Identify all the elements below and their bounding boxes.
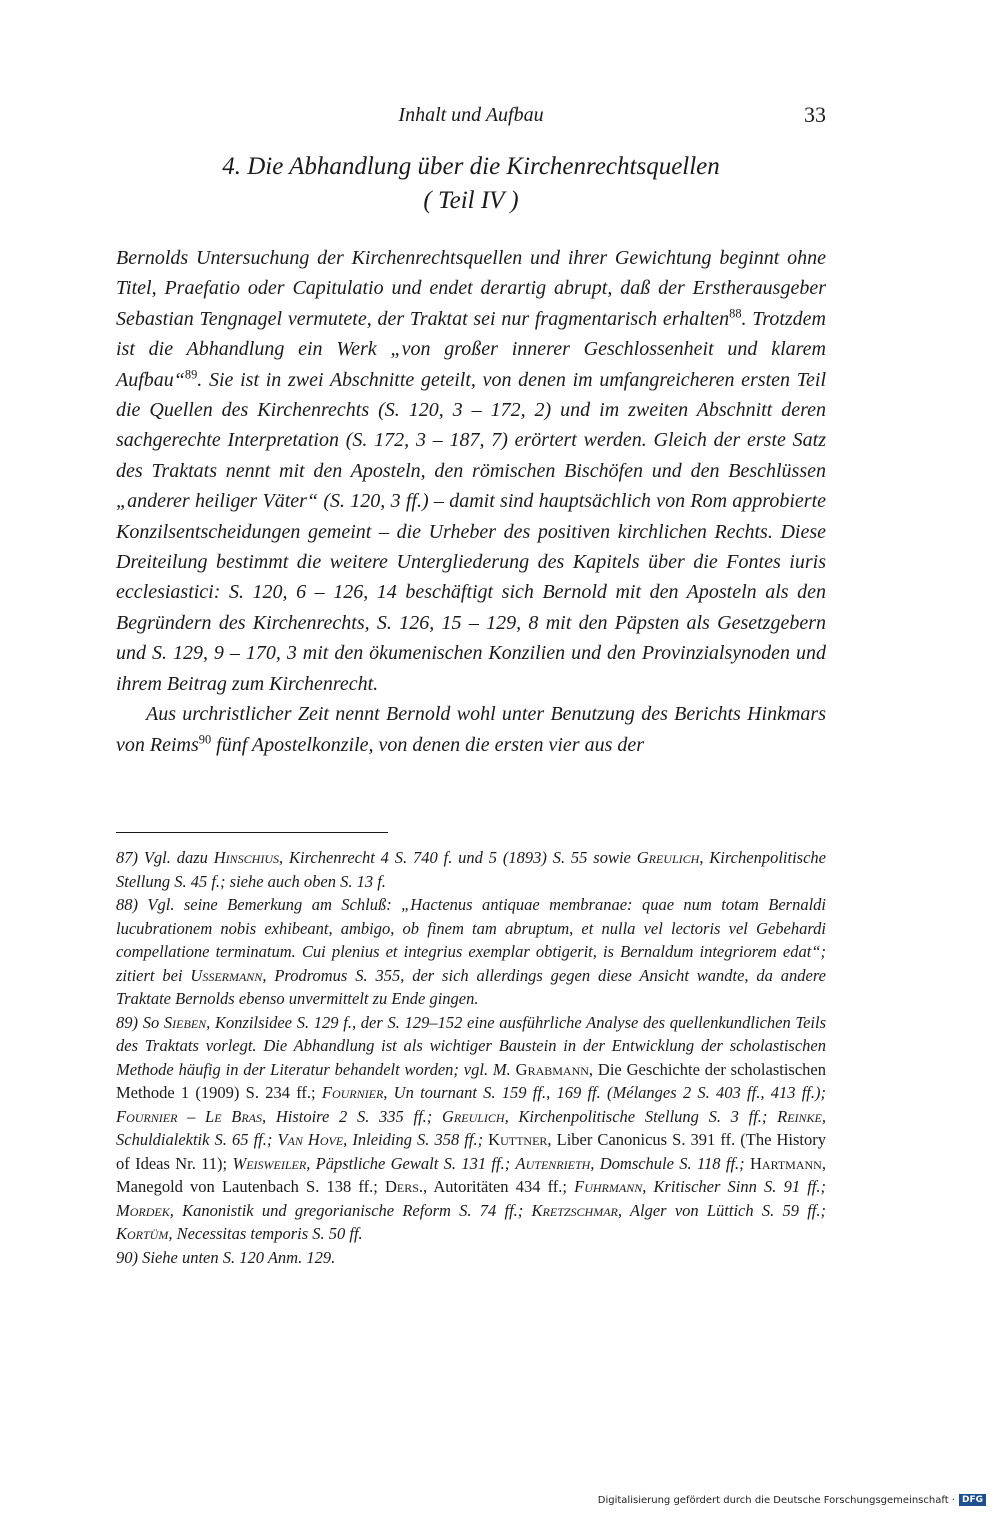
fn89-author-sieben: Sieben [163, 1012, 207, 1032]
section-title-line-1: 4. Die Abhandlung über die Kirchenrechtsquellen [222, 153, 720, 180]
fn89-author-fuhrmann: Fuhrmann [574, 1177, 643, 1196]
fn89-author-fournier-le-bras: Fournier – Le Bras [116, 1106, 263, 1126]
fn88-a: 88) Vgl. seine Bemerkung am Schluß: „Hactenus antiquae membranae: quae num totam Bernaldi lucubrationem nobis exhibeant, ambigo, ob finem tam abruptum, et nulla vel lectoris vel Gebehardi compellatione terminatum. Cui plenius et integrius exemplar obtigerit, is Bernaldum integriorem edat“; zitiert bei [116, 895, 826, 985]
digitization-credit [598, 1494, 986, 1506]
paragraph-2-text-a: Aus urchristlicher Zeit nennt Bernold wohl unter Benutzung des Berichts Hinkmars von Reims [116, 703, 826, 756]
footnotes [116, 846, 826, 1269]
paragraph-1 [116, 243, 826, 699]
fn89-s: , Päpstliche Gewalt S. 131 ff.; [306, 1153, 516, 1173]
fn89-author-autenrieth: Autenrieth [515, 1153, 591, 1173]
section-title-line-2: ( Teil IV ) [423, 187, 519, 214]
credit-text: Digitalisierung gefördert durch die Deutsche Forschungsgemeinschaft · [597, 1494, 955, 1506]
fn89-k: , Kirchenpolitische Stellung S. 3 ff.; [504, 1106, 778, 1126]
fn90-text: 90) Siehe unten S. 120 Anm. 129. [116, 1247, 336, 1267]
fn88-author-ussermann: Ussermann [190, 965, 263, 985]
footnote-separator [116, 832, 388, 833]
fn89-m: , Schuldialektik S. 65 ff.; [116, 1106, 826, 1149]
fn89-author-kuttner: Kuttner [488, 1130, 548, 1149]
fn89-ae: , Alger von Lüttich S. 59 ff.; [617, 1200, 826, 1220]
fn89-w: , Manegold von Lautenbach S. 138 ff.; [116, 1153, 826, 1196]
fn89-aa: , Kritischer Sinn S. 91 ff.; [642, 1177, 827, 1196]
fn89-author-ders: Ders. [384, 1177, 424, 1196]
fn89-author-kretzschmar: Kretzschmar [531, 1200, 618, 1220]
fn89-author-mordek: Mordek [116, 1200, 170, 1220]
footnote-ref-88[interactable]: 88 [729, 306, 742, 321]
fn89-u: , Domschule S. 118 ff.; [590, 1153, 750, 1173]
footnote-89 [116, 1011, 826, 1246]
footnote-ref-89[interactable]: 89 [184, 366, 198, 381]
fn89-e: , Die Geschichte der scholastischen Methode 1 (1909) S. 234 ff.; [116, 1059, 826, 1102]
paragraph-2 [116, 699, 826, 760]
running-title: Inhalt und Aufbau [398, 104, 544, 126]
fn87-c: , Kirchenrecht 4 S. 740 f. und 5 (1893) S. 55 sowie [279, 848, 637, 867]
fn87-author-greulich: Greulich [636, 848, 700, 867]
fn89-ac: , Kanonistik und gregorianische Reform S. 74 ff.; [169, 1200, 532, 1220]
fn89-o: , Inleiding S. 358 ff.; [343, 1130, 489, 1149]
fn87-e: , Kirchenpolitische Stellung S. 45 f.; siehe auch oben S. 13 f. [116, 848, 826, 891]
fn87-author-hinschius: Hinschius [213, 848, 280, 867]
paragraph-1-text-c: . Sie ist in zwei Abschnitte geteilt, von denen im umfangreicheren ersten Teil die Quellen des Kirchenrechts (S. 120, 3 – 172, 2) und im zweiten Abschnitt deren sachgerechte Interpretation (S. 172, 3 – 187, 7) erörtert werden. Gleich der erste Satz des Traktats nennt mit den Aposteln, den römischen Bischöfen und den Beschlüssen „anderer heiliger Väter“ (S. 120, 3 ff.) – damit sind hauptsächlich von Rom approbierte Konzilsentscheidungen gemeint – die Urheber des positiven kirchlichen Rechts. Diese Dreiteilung bestimmt die weitere Untergliederung des Kapitels über die Fontes iuris ecclesiastici: S. 120, 6 – 126, 14 beschäftigt sich Bernold mit den Aposteln als den Begründern des Kirchenrechts, S. 126, 15 – 129, 8 mit den Päpsten als Gesetzgebern und S. 129, 9 – 170, 3 mit den ökumenischen Konzilien und den Provinzialsynoden und ihrem Beitrag zum Kirchenrecht. [116, 368, 826, 695]
fn89-author-greulich: Greulich [442, 1106, 505, 1126]
fn89-q: , Liber Canonicus S. 391 ff. (The History of Ideas Nr. 11); [116, 1130, 826, 1173]
footnote-88 [116, 893, 826, 1011]
footnote-ref-90[interactable]: 90 [198, 731, 212, 746]
page-number: 33 [804, 102, 826, 127]
paragraph-2-text-b: fünf Apostelkonzile, von denen die ersten vier aus der [211, 733, 645, 756]
fn89-c: , Konzilsidee S. 129 f., der S. 129–152 eine ausführliche Analyse des quellenkundlichen Teils des Traktats vorlegt. Die Abhandlung ist als wichtiger Baustein in der Entwicklung der scholastischen Methode häufig in der Literatur behandelt worden; vgl. M. [116, 1012, 826, 1079]
fn89-author-fournier: Fournier [321, 1083, 384, 1102]
fn89-i: , Histoire 2 S. 335 ff.; [262, 1106, 442, 1126]
fn89-g: , Un tournant S. 159 ff., 169 ff. (Mélanges 2 S. 403 ff., 413 ff.); [383, 1083, 827, 1102]
fn89-author-weisweiler: Weisweiler [232, 1153, 307, 1173]
dfg-logo-icon: DFG [959, 1494, 986, 1506]
section-heading [116, 150, 826, 218]
footnote-87 [116, 846, 826, 893]
fn89-y: , Autoritäten 434 ff.; [423, 1177, 575, 1196]
paragraph-1-text-b: . Trotzdem ist die Abhandlung ein Werk „von großer innerer Geschlossenheit und klarem Aufbau“ [116, 307, 826, 391]
body-text [116, 243, 826, 760]
fn89-a: 89) So [116, 1012, 164, 1032]
fn89-author-grabmann: Grabmann [515, 1059, 589, 1079]
fn89-author-reinke: Reinke [777, 1106, 822, 1126]
fn87-a: 87) Vgl. dazu [116, 848, 214, 867]
fn89-author-kortuem: Kortüm [116, 1224, 169, 1243]
running-header [116, 100, 826, 134]
fn88-c: , Prodromus S. 355, der sich allerdings gegen diese Ansicht wandte, da andere Traktate Bernolds ebenso unvermittelt zu Ende gingen. [116, 965, 826, 1008]
fn89-author-hartmann: Hartmann [749, 1153, 822, 1173]
fn89-author-van-hove: Van Hove [277, 1130, 344, 1149]
footnote-90 [116, 1246, 826, 1270]
paragraph-1-text-a: Bernolds Untersuchung der Kirchenrechtsquellen und ihrer Gewichtung beginnt ohne Titel, Praefatio oder Capitulatio und endet derartig abrupt, daß der Erstherausgeber Sebastian Tengnagel vermutete, der Traktat sei nur fragmentarisch erhalten [116, 247, 826, 330]
fn89-ag: , Necessitas temporis S. 50 ff. [168, 1224, 363, 1243]
